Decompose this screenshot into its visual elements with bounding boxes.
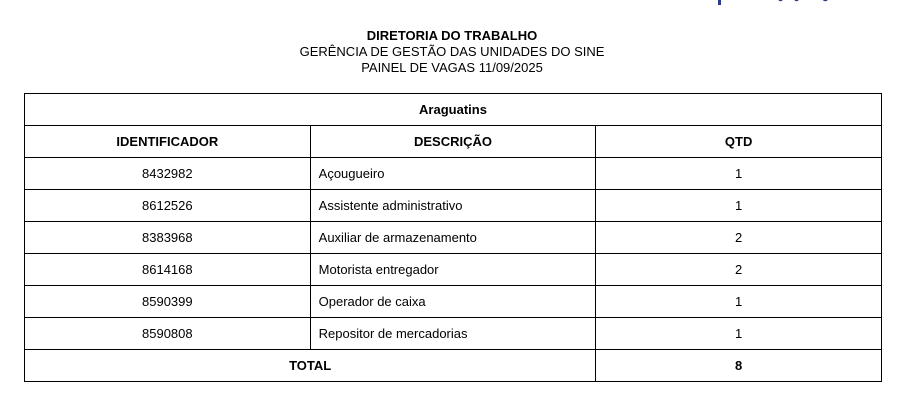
document-header <box>0 28 904 76</box>
column-header-qtd: QTD <box>596 126 882 158</box>
column-header-description: DESCRIÇÃO <box>310 126 596 158</box>
logo-icon <box>718 0 838 6</box>
table-row <box>25 286 882 318</box>
row-qtd: 1 <box>596 318 882 350</box>
table-row <box>25 190 882 222</box>
row-qtd: 1 <box>596 190 882 222</box>
row-id: 8590399 <box>25 286 311 318</box>
city-row <box>25 94 882 126</box>
vacancies-table <box>24 93 882 382</box>
table-row <box>25 318 882 350</box>
table-row <box>25 158 882 190</box>
row-id: 8614168 <box>25 254 311 286</box>
row-description: Auxiliar de armazenamento <box>310 222 596 254</box>
document-title: DIRETORIA DO TRABALHO <box>366 28 538 43</box>
row-description: Repositor de mercadorias <box>310 318 596 350</box>
document-subtitle: GERÊNCIA DE GESTÃO DAS UNIDADES DO SINE <box>299 44 605 59</box>
row-id: 8432982 <box>25 158 311 190</box>
row-id: 8383968 <box>25 222 311 254</box>
table-row <box>25 254 882 286</box>
row-description: Assistente administrativo <box>310 190 596 222</box>
total-row <box>25 350 882 382</box>
row-id: 8590808 <box>25 318 311 350</box>
row-id: 8612526 <box>25 190 311 222</box>
row-description: Motorista entregador <box>310 254 596 286</box>
row-qtd: 2 <box>596 222 882 254</box>
column-header-id: IDENTIFICADOR <box>25 126 311 158</box>
row-qtd: 1 <box>596 158 882 190</box>
panel-date: PAINEL DE VAGAS 11/09/2025 <box>361 60 543 75</box>
total-value: 8 <box>596 350 882 382</box>
total-label: TOTAL <box>25 350 596 382</box>
row-qtd: 1 <box>596 286 882 318</box>
header-row <box>25 126 882 158</box>
row-description: Açougueiro <box>310 158 596 190</box>
table-row <box>25 222 882 254</box>
row-qtd: 2 <box>596 254 882 286</box>
row-description: Operador de caixa <box>310 286 596 318</box>
city-name: Araguatins <box>25 94 882 126</box>
